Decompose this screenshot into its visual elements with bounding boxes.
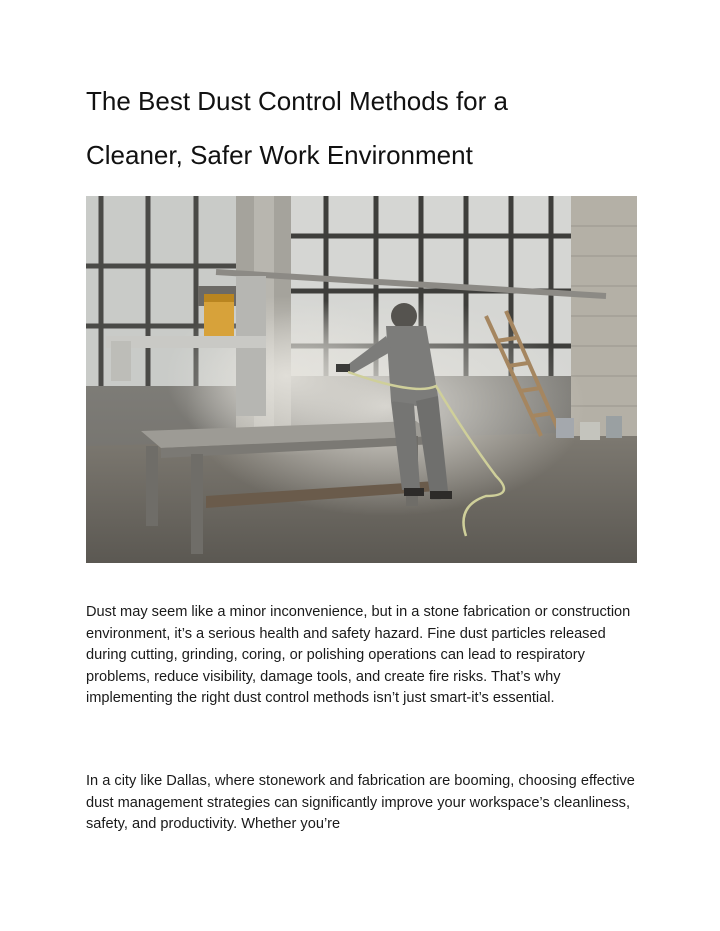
article-title-line-1: The Best Dust Control Methods for a bbox=[86, 86, 508, 116]
article-paragraph-1: Dust may seem like a minor inconvenience, but in a stone fabrication or construction environment, it’s a serious health and safety hazard. Fine dust particles released during cutting, grinding, coring, or polishing operations can lead to respiratory problems, reduce visibility, damage tools, and create fire risks. That’s why implementing the right dust control methods isn’t just smart-it’s essential. bbox=[86, 604, 631, 706]
article-title bbox=[86, 74, 646, 182]
workshop-spray-painting-illustration bbox=[86, 196, 637, 563]
article-title-line-2: Cleaner, Safer Work Environment bbox=[86, 140, 473, 170]
workshop-photo bbox=[86, 196, 637, 563]
article-paragraph-2: In a city like Dallas, where stonework and fabrication are booming, choosing effective dust management strategies can significantly improve your workspace’s cleanliness, safety, and productivity. Whether you’re bbox=[86, 773, 635, 832]
